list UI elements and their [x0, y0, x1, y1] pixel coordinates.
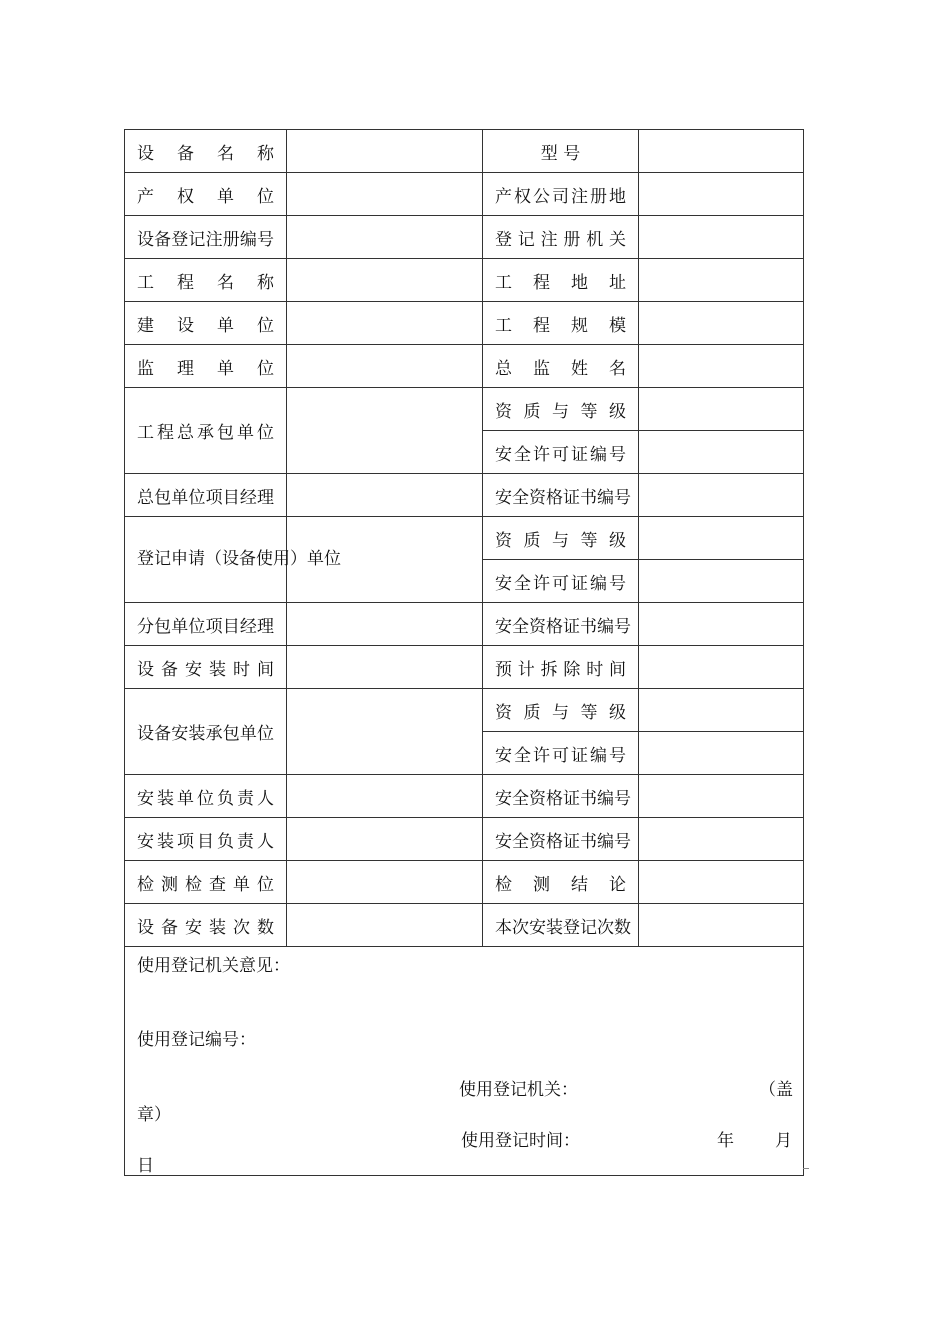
label-safety-certificate-number: 安全资格证书编号 — [483, 474, 639, 517]
value-qualification-grade[interactable] — [639, 689, 804, 732]
value-subcontract-project-manager[interactable] — [287, 603, 483, 646]
month-label: 月 — [775, 1131, 792, 1151]
value-safety-certificate-number[interactable] — [639, 603, 804, 646]
label-project-address: 工程地址 — [483, 259, 639, 302]
label-equipment-registration-number: 设备登记注册编号 — [125, 216, 287, 259]
label-qualification-grade: 资质与等级 — [483, 689, 639, 732]
table-row — [125, 259, 804, 302]
table-row — [125, 216, 804, 259]
table-row — [125, 861, 804, 904]
label-subcontract-project-manager: 分包单位项目经理 — [125, 603, 287, 646]
label-qualification-grade: 资质与等级 — [483, 517, 639, 560]
value-safety-certificate-number[interactable] — [639, 818, 804, 861]
table-row — [125, 474, 804, 517]
value-inspection-conclusion[interactable] — [639, 861, 804, 904]
opinion-title: 使用登记机关意见： — [137, 956, 290, 976]
table-row — [125, 345, 804, 388]
table-row — [125, 646, 804, 689]
authority-label: 使用登记机关： — [459, 1080, 578, 1100]
value-installation-unit-head[interactable] — [287, 775, 483, 818]
value-equipment-name[interactable] — [287, 130, 483, 173]
label-installation-unit-head: 安装单位负责人 — [125, 775, 287, 818]
value-registration-authority[interactable] — [639, 216, 804, 259]
value-safety-certificate-number[interactable] — [639, 474, 804, 517]
table-row — [125, 173, 804, 216]
label-safety-permit-number: 安全许可证编号 — [483, 431, 639, 474]
seal-open: （盖 — [759, 1080, 793, 1100]
label-expected-removal-time: 预计拆除时间 — [483, 646, 639, 689]
value-safety-permit-number[interactable] — [639, 431, 804, 474]
label-applicant-unit: 登记申请（设备使用）单位 — [125, 517, 287, 603]
value-supervision-unit[interactable] — [287, 345, 483, 388]
label-chief-supervisor-name: 总监姓名 — [483, 345, 639, 388]
label-installation-count: 设备安装次数 — [125, 904, 287, 947]
value-inspection-unit[interactable] — [287, 861, 483, 904]
table-row — [125, 517, 804, 560]
value-current-registration-count[interactable] — [639, 904, 804, 947]
label-safety-permit-number: 安全许可证编号 — [483, 560, 639, 603]
seal-close: 章） — [137, 1105, 171, 1125]
label-installation-time: 设备安装时间 — [125, 646, 287, 689]
label-inspection-unit: 检测检查单位 — [125, 861, 287, 904]
label-current-registration-count: 本次安装登记次数 — [483, 904, 639, 947]
divider — [803, 1168, 809, 1169]
value-qualification-grade[interactable] — [639, 388, 804, 431]
value-property-unit[interactable] — [287, 173, 483, 216]
label-safety-certificate-number: 安全资格证书编号 — [483, 775, 639, 818]
label-supervision-unit: 监理单位 — [125, 345, 287, 388]
registration-authority-opinion[interactable] — [125, 947, 804, 1176]
label-property-unit: 产权单位 — [125, 173, 287, 216]
label-safety-permit-number: 安全许可证编号 — [483, 732, 639, 775]
label-general-project-manager: 总包单位项目经理 — [125, 474, 287, 517]
value-project-scale[interactable] — [639, 302, 804, 345]
value-project-address[interactable] — [639, 259, 804, 302]
value-general-project-manager[interactable] — [287, 474, 483, 517]
table-row — [125, 818, 804, 861]
label-installation-contractor: 设备安装承包单位 — [125, 689, 287, 775]
registration-number-label: 使用登记编号： — [137, 1030, 256, 1050]
label-equipment-name: 设备名称 — [125, 130, 287, 173]
label-construction-unit: 建设单位 — [125, 302, 287, 345]
opinion-row — [125, 947, 804, 1176]
table-row — [125, 603, 804, 646]
value-expected-removal-time[interactable] — [639, 646, 804, 689]
value-general-contractor[interactable] — [287, 388, 483, 474]
table-row — [125, 775, 804, 818]
value-model[interactable] — [639, 130, 804, 173]
label-installation-project-head: 安装项目负责人 — [125, 818, 287, 861]
table-row — [125, 689, 804, 732]
table-row — [125, 388, 804, 431]
value-construction-unit[interactable] — [287, 302, 483, 345]
label-model: 型 号 — [483, 130, 639, 173]
table-row — [125, 904, 804, 947]
table-row — [125, 130, 804, 173]
label-general-contractor: 工程总承包单位 — [125, 388, 287, 474]
value-chief-supervisor-name[interactable] — [639, 345, 804, 388]
value-qualification-grade[interactable] — [639, 517, 804, 560]
registration-time-label: 使用登记时间： — [461, 1131, 580, 1151]
value-safety-permit-number[interactable] — [639, 732, 804, 775]
label-company-registered-address: 产权公司注册地 — [483, 173, 639, 216]
label-inspection-conclusion: 检测结论 — [483, 861, 639, 904]
value-installation-project-head[interactable] — [287, 818, 483, 861]
day-label: 日 — [137, 1156, 154, 1176]
label-project-name: 工程名称 — [125, 259, 287, 302]
value-equipment-registration-number[interactable] — [287, 216, 483, 259]
label-qualification-grade: 资质与等级 — [483, 388, 639, 431]
label-project-scale: 工程规模 — [483, 302, 639, 345]
value-installation-time[interactable] — [287, 646, 483, 689]
value-company-registered-address[interactable] — [639, 173, 804, 216]
year-label: 年 — [717, 1131, 734, 1151]
label-safety-certificate-number: 安全资格证书编号 — [483, 818, 639, 861]
label-registration-authority: 登记注册机关 — [483, 216, 639, 259]
registration-form-table — [124, 129, 804, 1176]
value-safety-permit-number[interactable] — [639, 560, 804, 603]
table-row — [125, 302, 804, 345]
value-safety-certificate-number[interactable] — [639, 775, 804, 818]
value-installation-count[interactable] — [287, 904, 483, 947]
value-project-name[interactable] — [287, 259, 483, 302]
value-installation-contractor[interactable] — [287, 689, 483, 775]
label-safety-certificate-number: 安全资格证书编号 — [483, 603, 639, 646]
